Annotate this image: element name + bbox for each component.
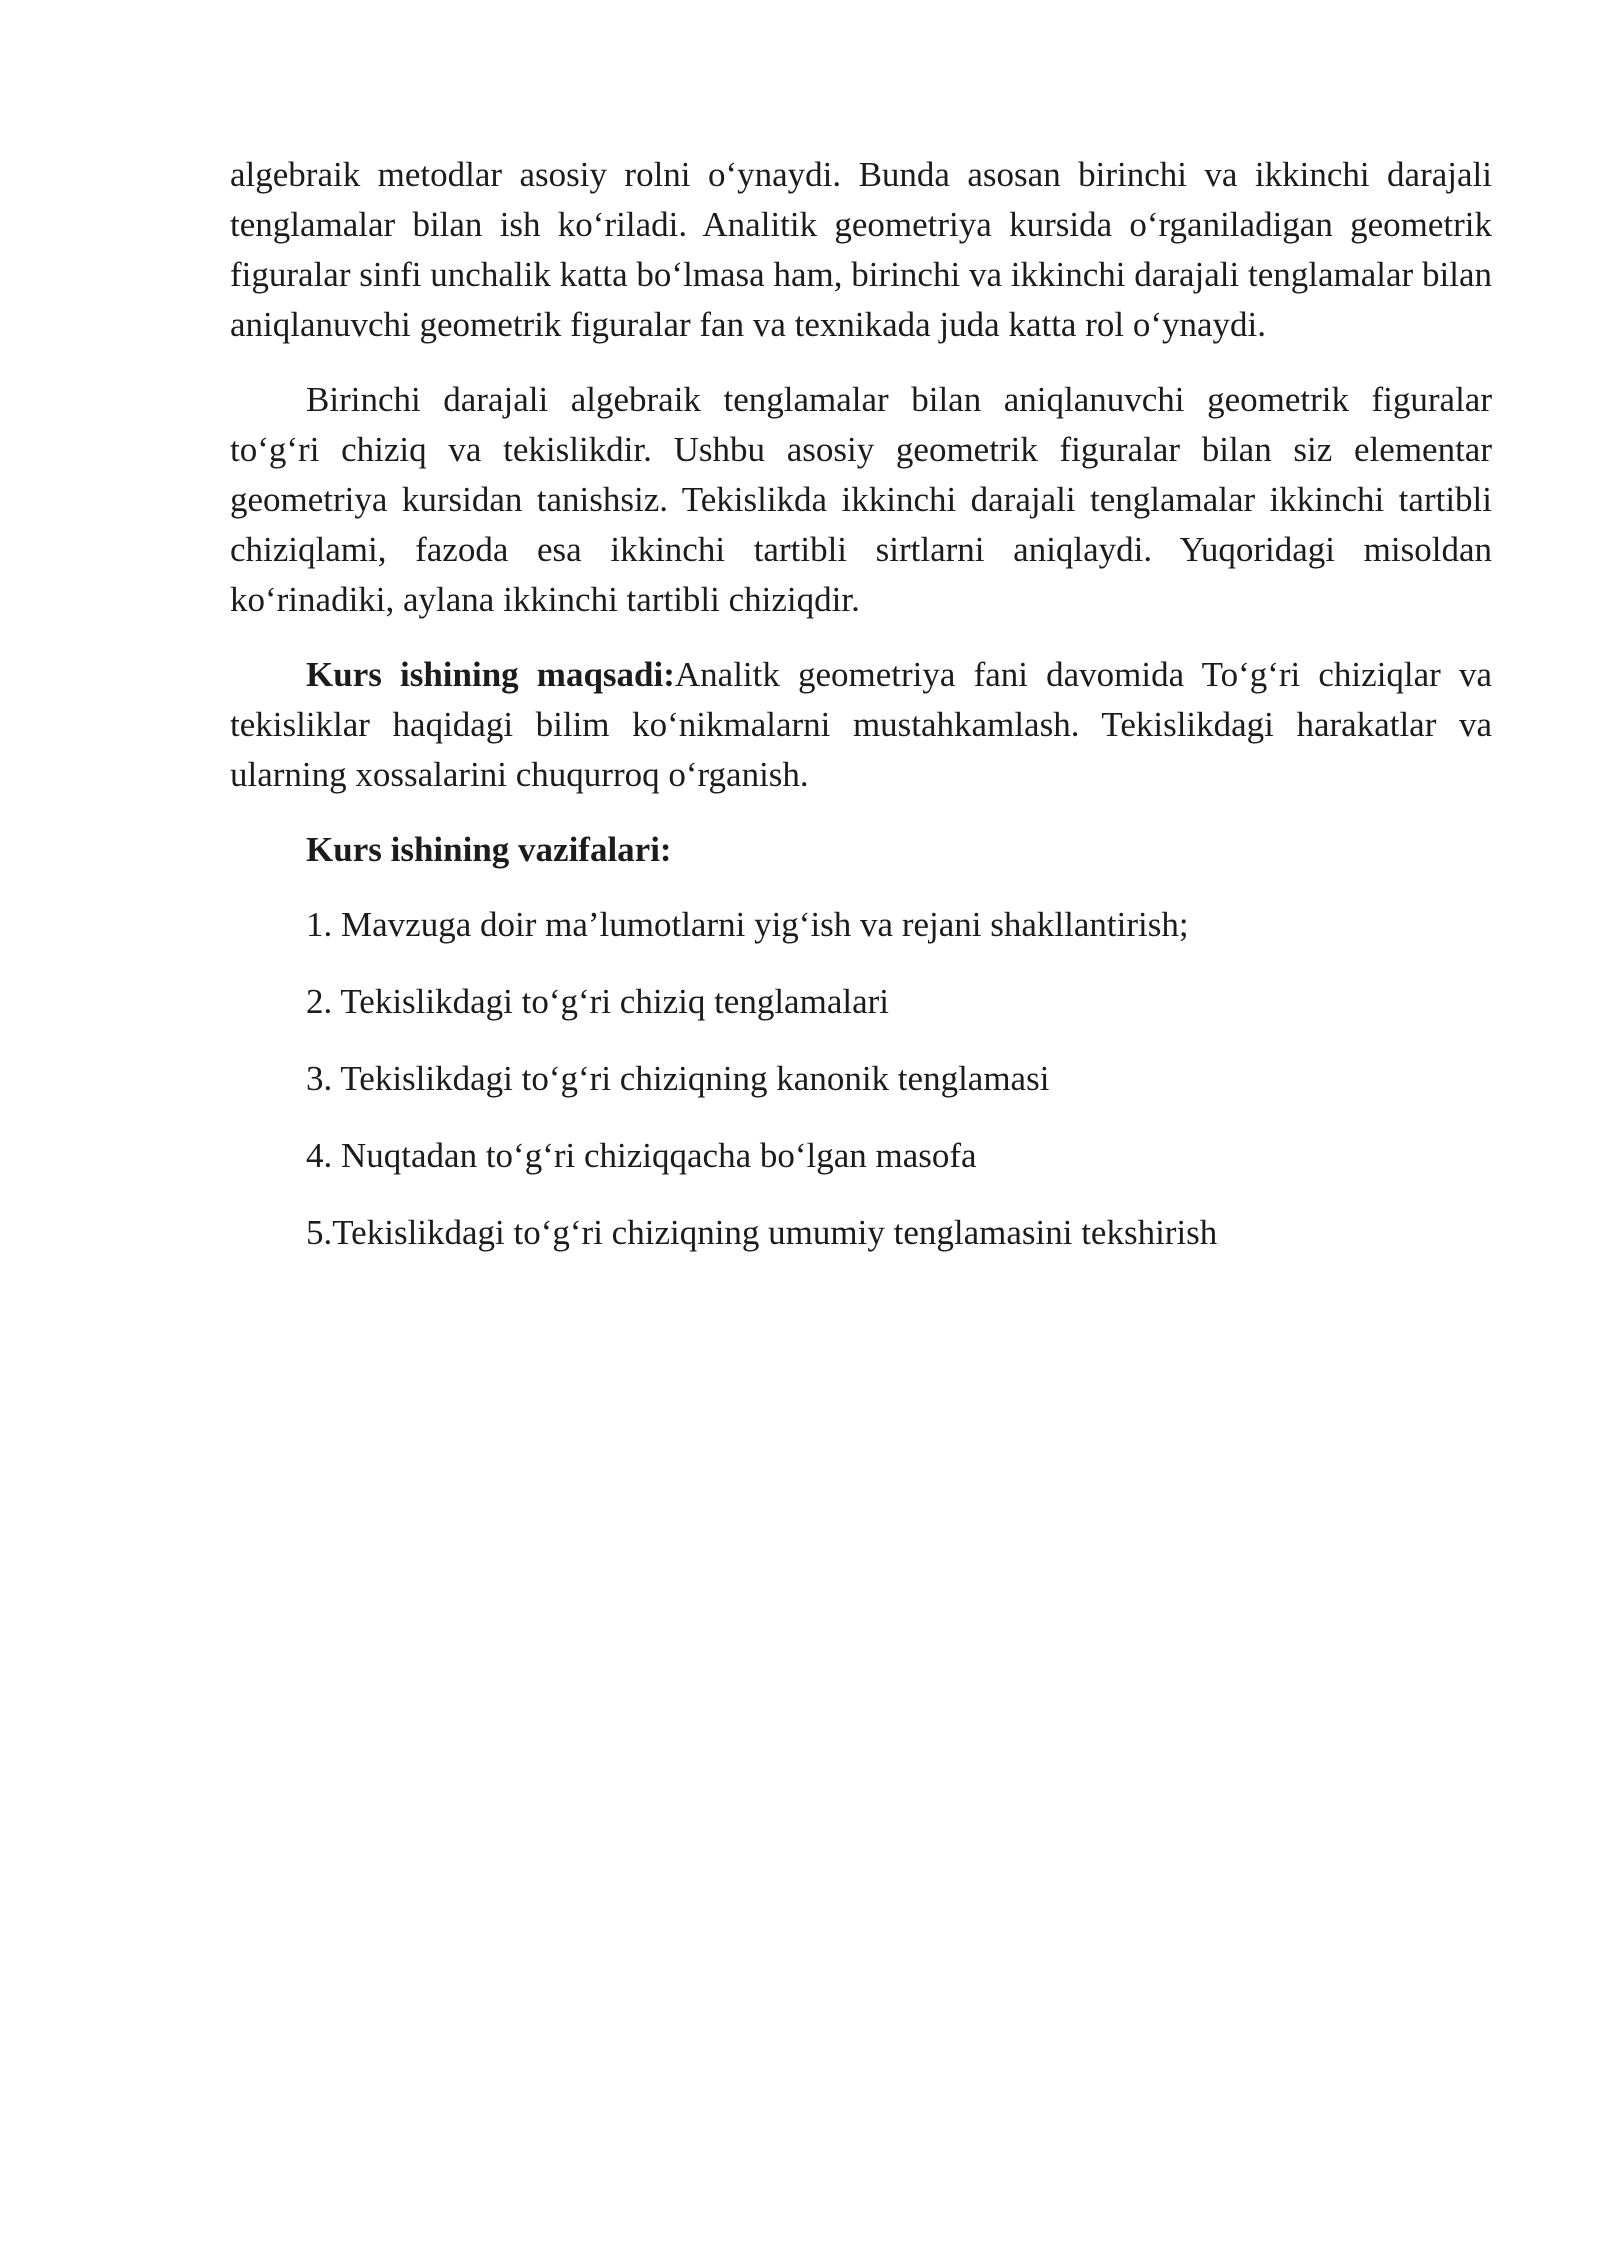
paragraph-intro: algebraik metodlar asosiy rolni o‘ynaydi. Bunda asosan birinchi va ikkinchi darajali tenglamalar bilan ish ko‘riladi. Analitik geometriya kursida o‘rganiladigan geometrik figuralar sinfi unchalik katta bo‘lmasa ham, birinchi va ikkinchi darajali tenglamalar bilan aniqlanuvchi geometrik figuralar fan va texnikada juda katta rol o‘ynaydi. [230, 155, 1492, 344]
goal-label: Kurs ishining maqsadi: [306, 655, 675, 694]
list-item: 3. Tekislikdagi to‘g‘ri chiziqning kanonik tenglamasi [306, 1059, 1050, 1098]
paragraph-first-degree: Birinchi darajali algebraik tenglamalar bilan aniqlanuvchi geometrik figuralar to‘g‘ri chiziq va tekislikdir. Ushbu asosiy geometrik figuralar bilan siz elementar geometriya kursidan tanishsiz. Tekislikda ikkinchi darajali tenglamalar ikkinchi tartibli chiziqlami, fazoda esa ikkinchi tartibli sirtlarni aniqlaydi. Yuqoridagi misoldan ko‘rinadiki, aylana ikkinchi tartibli chiziqdir. [230, 380, 1492, 619]
tasks-list [230, 900, 1492, 1258]
list-item: 2. Tekislikdagi to‘g‘ri chiziq tenglamalari [306, 982, 889, 1021]
tasks-heading: Kurs ishining vazifalari: [306, 830, 672, 869]
document-body [230, 150, 1492, 1285]
list-item: 4. Nuqtadan to‘g‘ri chiziqqacha bo‘lgan masofa [306, 1136, 977, 1175]
goal-text: Analitk geometriya fani davomida To‘g‘ri chiziqlar va tekisliklar haqidagi bilim ko‘nikmalarni mustahkamlash. Tekislikdagi harakatlar va ularning xossalarini chuqurroq o‘rganish. [230, 655, 1492, 794]
list-item: 5.Tekislikdagi to‘g‘ri chiziqning umumiy tenglamasini tekshirish [306, 1213, 1218, 1252]
list-item: 1. Mavzuga doir ma’lumotlarni yig‘ish va rejani shakllantirish; [306, 905, 1189, 944]
paragraph-goal [230, 650, 1492, 800]
